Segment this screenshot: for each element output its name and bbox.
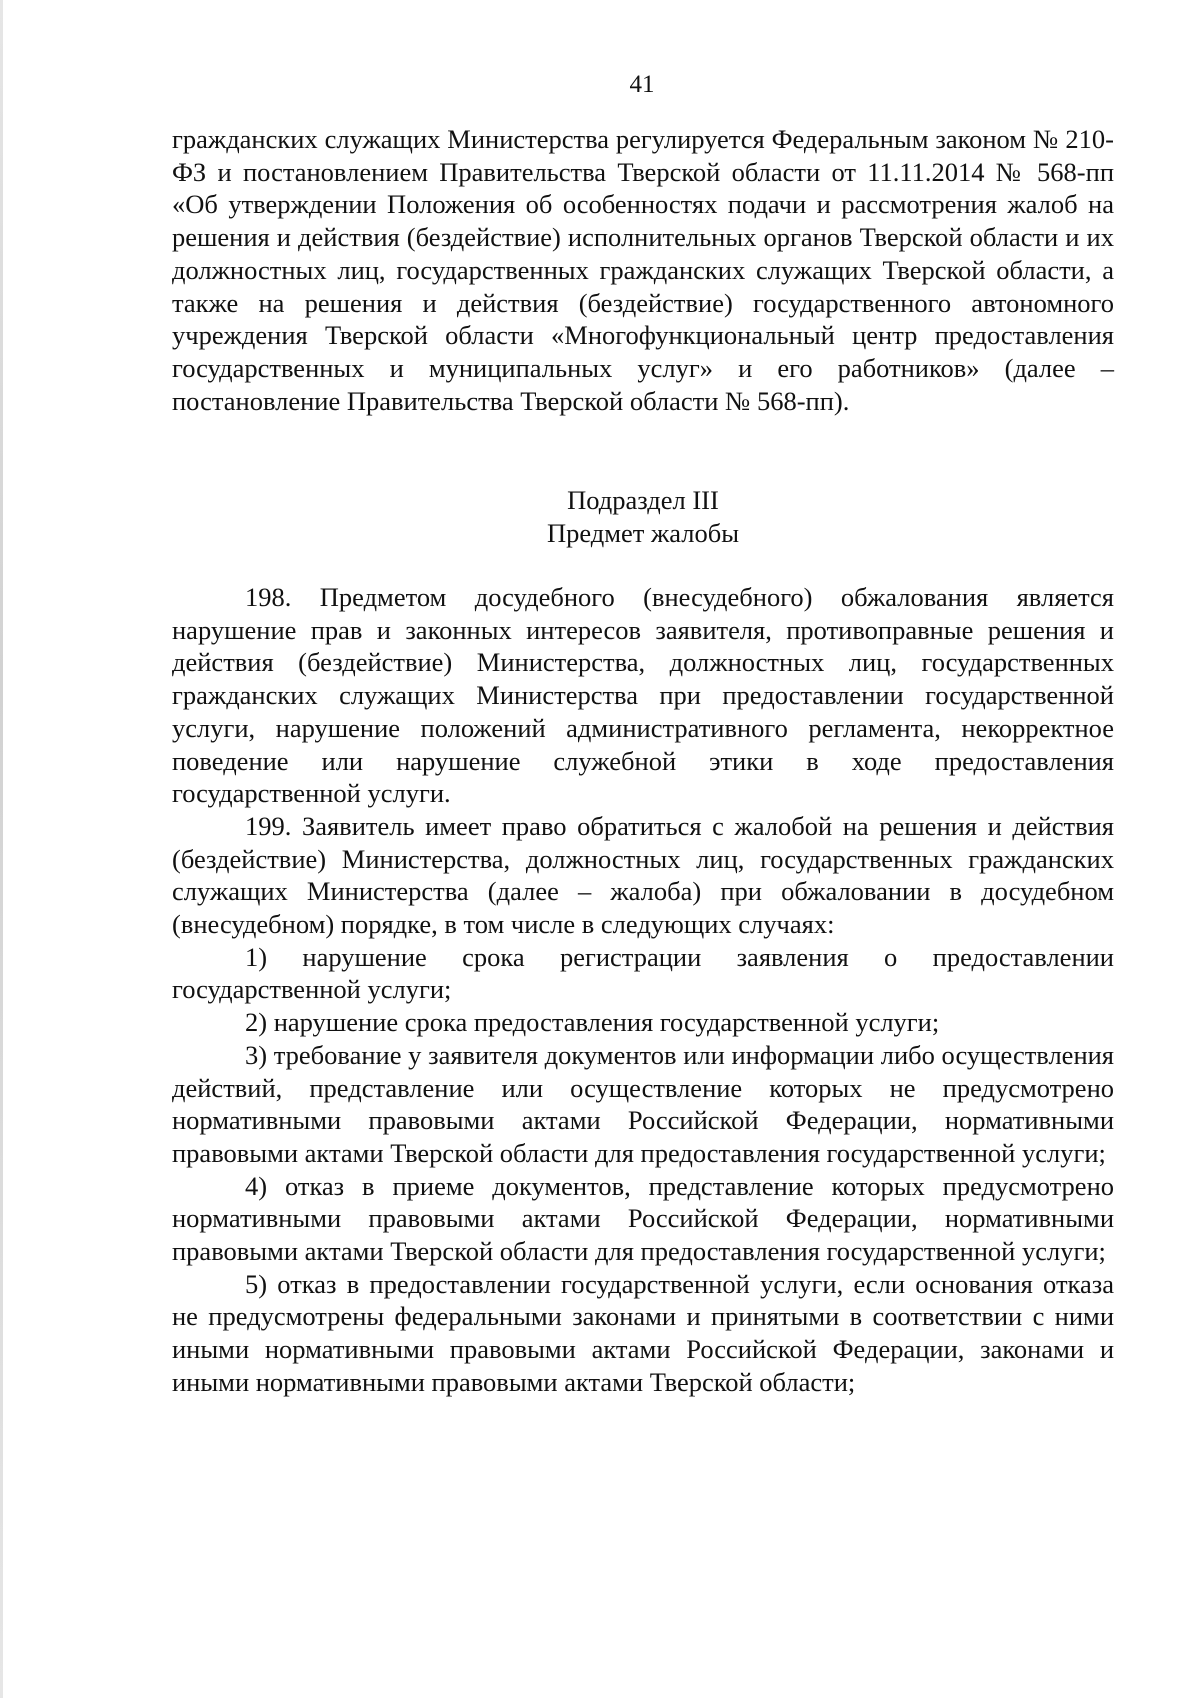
- list-item-4: 4) отказ в приеме документов, представление которых предусмотрено нормативными правовыми актами Российской Федерации, нормативными правовыми актами Тверской области для предоставления государственной услуги;: [172, 1170, 1114, 1267]
- main-text-block: [172, 581, 1114, 1399]
- list-item-2: 2) нарушение срока предоставления государственной услуги;: [245, 1007, 940, 1038]
- section-title: Предмет жалобы: [546, 518, 740, 548]
- paragraph-198: 198. Предметом досудебного (внесудебного) обжалования является нарушение прав и законных интересов заявителя, противоправные решения и действия (бездействие) Министерства, должностных лиц, государственных гражданских служащих Министерства при предоставлении государственной услуги, нарушение положений административного регламента, некорректное поведение или нарушение служебной этики в ходе предоставления государственной услуги.: [172, 582, 1114, 809]
- scan-edge: [0, 0, 3, 1698]
- page-number: 41: [629, 71, 655, 98]
- list-item-3: 3) требование у заявителя документов или информации либо осуществления действий, представление или осуществление которых не предусмотрено нормативными правовыми актами Российской Федерации, нормативными правовыми актами Тверской области для предоставления государственной услуги;: [172, 1039, 1114, 1168]
- subsection-label: Подраздел III: [567, 485, 719, 515]
- list-item-5: 5) отказ в предоставлении государственной услуги, если основания отказа не предусмотрены федеральными законами и принятыми в соответствии с ними иными нормативными правовыми актами Российской Федерации, законами и иными нормативными правовыми актами Тверской области;: [172, 1268, 1114, 1397]
- list-item-1: 1) нарушение срока регистрации заявления о предоставлении государственной услуги;: [172, 941, 1114, 1005]
- section-heading: [172, 484, 1114, 550]
- intro-block: [172, 123, 1114, 417]
- intro-paragraph: гражданских служащих Министерства регулируется Федеральным законом № 210-ФЗ и постановлением Правительства Тверской области от 11.11.2014 № 568-пп «Об утверждении Положения об особенностях подачи и рассмотрения жалоб на решения и действия (бездействие) исполнительных органов Тверской области и их должностных лиц, государственных гражданских служащих Тверской области, а также на решения и действия (бездействие) государственного автономного учреждения Тверской области «Многофункциональный центр предоставления государственных и муниципальных услуг» и его работников» (далее – постановление Правительства Тверской области № 568-пп).: [172, 124, 1114, 416]
- paragraph-199: 199. Заявитель имеет право обратиться с жалобой на решения и действия (бездействие) Министерства, должностных лиц, государственных гражданских служащих Министерства (далее – жалоба) при обжаловании в досудебном (внесудебном) порядке, в том числе в следующих случаях:: [172, 810, 1114, 940]
